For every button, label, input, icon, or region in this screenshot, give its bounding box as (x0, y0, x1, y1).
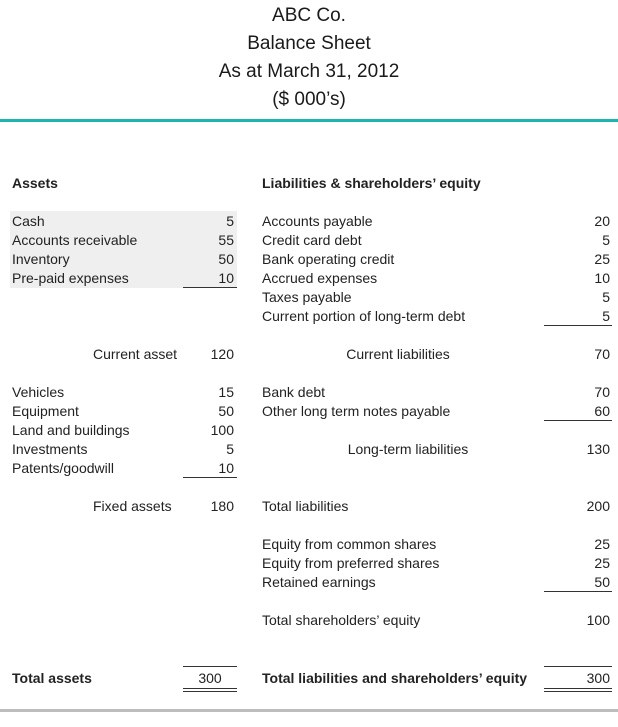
fixed-assets-subtotal-value: 180 (210, 498, 234, 514)
asset-label-prepaid: Pre-paid expenses (12, 270, 129, 286)
grand-total-topline (544, 666, 612, 667)
grand-total-label: Total liabilities and shareholders’ equity (262, 670, 528, 686)
asset-label-vehicles: Vehicles (12, 384, 65, 400)
liability-label-other-notes: Other long term notes payable (262, 403, 451, 419)
liability-value-accounts-payable: 20 (594, 213, 610, 229)
liabilities-heading: Liabilities & shareholders’ equity (262, 175, 481, 191)
liability-label-accrued: Accrued expenses (262, 270, 378, 286)
total-liabilities-label: Total liabilities (262, 498, 349, 514)
liability-label-accounts-payable: Accounts payable (262, 213, 373, 229)
asset-label-cash: Cash (12, 213, 45, 229)
statement-units: ($ 000’s) (272, 89, 346, 110)
total-assets-value: 300 (198, 670, 222, 686)
total-assets-underline-2 (183, 691, 237, 692)
fixed-assets-subtotal-label: Fixed assets (93, 498, 172, 514)
asset-label-receivables: Accounts receivable (12, 232, 138, 248)
grand-total-underline-2 (544, 691, 612, 692)
long-term-liabilities-subtotal-label: Long-term liabilities (347, 441, 469, 457)
current-liabilities-underline (544, 325, 612, 326)
liability-value-bank-debt: 70 (594, 384, 610, 400)
asset-label-investments: Investments (12, 441, 88, 457)
long-term-liabilities-underline (544, 420, 612, 421)
liability-value-taxes: 5 (602, 289, 610, 305)
liability-label-bank-operating: Bank operating credit (262, 251, 395, 267)
footer-divider (0, 709, 618, 712)
asset-value-inventory: 50 (218, 251, 234, 267)
statement-header (0, 2, 618, 114)
equity-value-retained: 50 (594, 574, 610, 590)
total-equity-label: Total shareholders’ equity (262, 612, 421, 628)
current-liabilities-subtotal-label: Current liabilities (346, 346, 450, 362)
liability-value-credit-card: 5 (602, 232, 610, 248)
fixed-assets-underline (183, 477, 237, 478)
liability-value-current-ltd: 5 (602, 308, 610, 324)
asset-value-prepaid: 10 (218, 270, 234, 286)
liability-label-taxes: Taxes payable (262, 289, 352, 305)
current-liabilities-subtotal-value: 70 (594, 346, 610, 362)
statement-date: As at March 31, 2012 (218, 61, 400, 82)
liability-label-credit-card: Credit card debt (262, 232, 362, 248)
equity-underline (544, 591, 612, 592)
asset-value-vehicles: 15 (218, 384, 234, 400)
total-assets-topline (183, 666, 237, 667)
statement-title: Balance Sheet (247, 33, 371, 54)
asset-label-equipment: Equipment (12, 403, 79, 419)
equity-value-common: 25 (594, 536, 610, 552)
asset-value-equipment: 50 (218, 403, 234, 419)
total-liabilities-value: 200 (586, 498, 610, 514)
asset-value-investments: 5 (226, 441, 234, 457)
asset-value-land-buildings: 100 (210, 422, 234, 438)
liability-value-accrued: 10 (594, 270, 610, 286)
current-assets-underline (183, 287, 237, 288)
equity-label-retained: Retained earnings (262, 574, 376, 590)
liability-label-bank-debt: Bank debt (262, 384, 326, 400)
liability-value-other-notes: 60 (594, 403, 610, 419)
liability-value-bank-operating: 25 (594, 251, 610, 267)
total-assets-label: Total assets (12, 670, 92, 686)
asset-label-inventory: Inventory (12, 251, 70, 267)
grand-total-underline-1 (544, 688, 612, 689)
total-equity-value: 100 (586, 612, 610, 628)
liability-label-current-ltd: Current portion of long-term debt (262, 308, 466, 324)
asset-label-land-buildings: Land and buildings (12, 422, 130, 438)
asset-value-patents: 10 (218, 460, 234, 476)
current-assets-subtotal-label: Current asset (93, 346, 178, 362)
company-name: ABC Co. (272, 5, 346, 26)
equity-label-common: Equity from common shares (262, 536, 437, 552)
current-assets-subtotal-value: 120 (210, 346, 234, 362)
equity-label-preferred: Equity from preferred shares (262, 555, 440, 571)
equity-value-preferred: 25 (594, 555, 610, 571)
asset-value-cash: 5 (226, 213, 234, 229)
grand-total-value: 300 (586, 670, 610, 686)
long-term-liabilities-subtotal-value: 130 (586, 441, 610, 457)
header-divider (0, 119, 618, 122)
asset-value-receivables: 55 (218, 232, 234, 248)
total-assets-underline-1 (183, 688, 237, 689)
assets-heading: Assets (12, 175, 58, 191)
asset-label-patents: Patents/goodwill (12, 460, 114, 476)
